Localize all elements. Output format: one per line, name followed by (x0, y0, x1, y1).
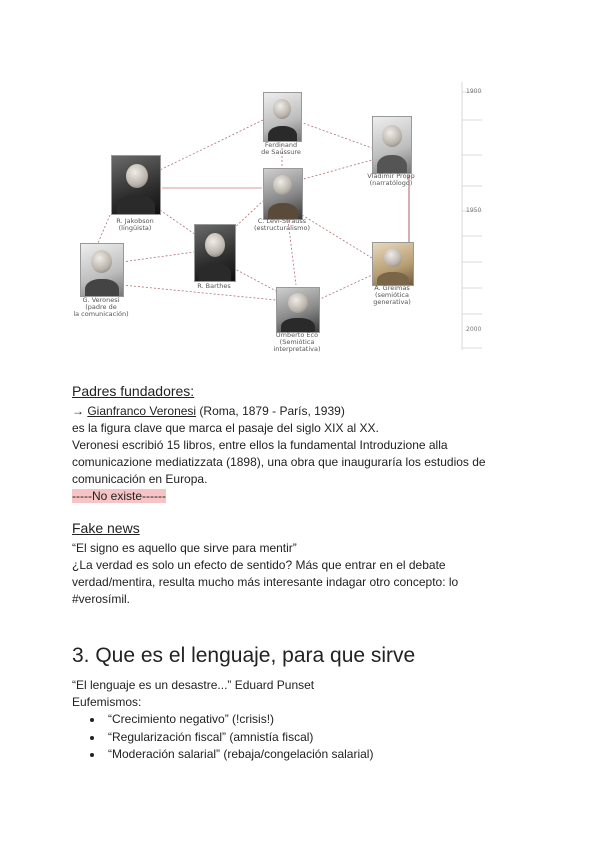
portrait-barthes (194, 224, 236, 282)
portrait-greimas (372, 242, 414, 286)
padres-line-1 (72, 403, 345, 420)
no-existe-highlight: -----No existe------ (72, 489, 166, 503)
veronesi-link[interactable]: Gianfranco Veronesi (87, 404, 197, 418)
timeline-label-1950: 1950 (466, 207, 482, 214)
caption-eco: Umberto Eco (Semiótica interpretativa) (273, 331, 321, 353)
portrait-veronesi (80, 243, 124, 297)
padres-line-2: es la figura clave que marca el pasaje del siglo XIX al XX. (72, 421, 379, 435)
veronesi-dates: (Roma, 1879 - París, 1939) (196, 404, 345, 418)
caption-saussure: Ferdinand de Saussure (261, 141, 301, 156)
padres-heading: Padres fundadores: (72, 383, 195, 399)
fake-line-1: “El signo es aquello que sirve para mentir” (72, 541, 297, 555)
semiotics-network-diagram (0, 0, 600, 370)
fake-news-heading: Fake news (72, 520, 140, 536)
fake-line-3: verdad/mentira, resulta mucho más interesante indagar otro concepto: lo (72, 575, 459, 589)
padres-line-5: comunicación en Europa. (72, 472, 208, 486)
timeline-label-2000: 2000 (466, 326, 482, 333)
bullet-icon (90, 753, 94, 757)
caption-jakobson: R. Jakobson (lingüista) (116, 217, 154, 232)
list-item: “Moderación salarial” (rebaja/congelación salarial) (72, 746, 373, 764)
caption-greimas: A. Greimas (semiótica generativa) (373, 284, 411, 306)
section-3-title: 3. Que es el lenguaje, para que sirve (72, 644, 416, 667)
eufemismos-list (72, 711, 373, 764)
timeline-label-1900: 1900 (466, 88, 482, 95)
portrait-eco (276, 287, 320, 333)
padres-line-4: comunicazione mediatizzata (1898), una obra que inauguraría los estudios de (72, 455, 486, 469)
portrait-propp (372, 116, 412, 174)
punset-quote: “El lenguaje es un desastre...” Eduard Punset (72, 678, 315, 692)
fake-line-2: ¿La verdad es solo un efecto de sentido? Más que entrar en el debate (72, 558, 446, 572)
caption-levi-strauss: C. Lévi-Strauss (estructuralismo) (253, 217, 310, 232)
caption-veronesi: G. Veronesi (padre de la comunicación) (73, 296, 129, 318)
portrait-levi-strauss (263, 168, 303, 220)
caption-barthes: R. Barthes (197, 282, 231, 290)
link-veronesi-barthes (122, 252, 194, 262)
portrait-saussure (263, 92, 302, 142)
arrow-icon: → (72, 404, 84, 418)
list-item: “Regularización fiscal” (amnistía fiscal) (72, 729, 373, 747)
bullet-icon (90, 718, 94, 722)
padres-line-3: Veronesi escribió 15 libros, entre ellos la fundamental Introduzione alla (72, 438, 448, 452)
padres-note-line (72, 488, 166, 505)
portrait-jakobson (111, 155, 161, 215)
link-saussure-jakobson (160, 120, 263, 170)
fake-line-4: #verosímil. (72, 592, 131, 606)
eufemismos-label: Eufemismos: (72, 695, 142, 709)
list-item: “Crecimiento negativo” (!crisis!) (72, 711, 373, 729)
bullet-icon (90, 736, 94, 740)
caption-propp: Vladimir Propp (narratólogo) (367, 172, 415, 187)
